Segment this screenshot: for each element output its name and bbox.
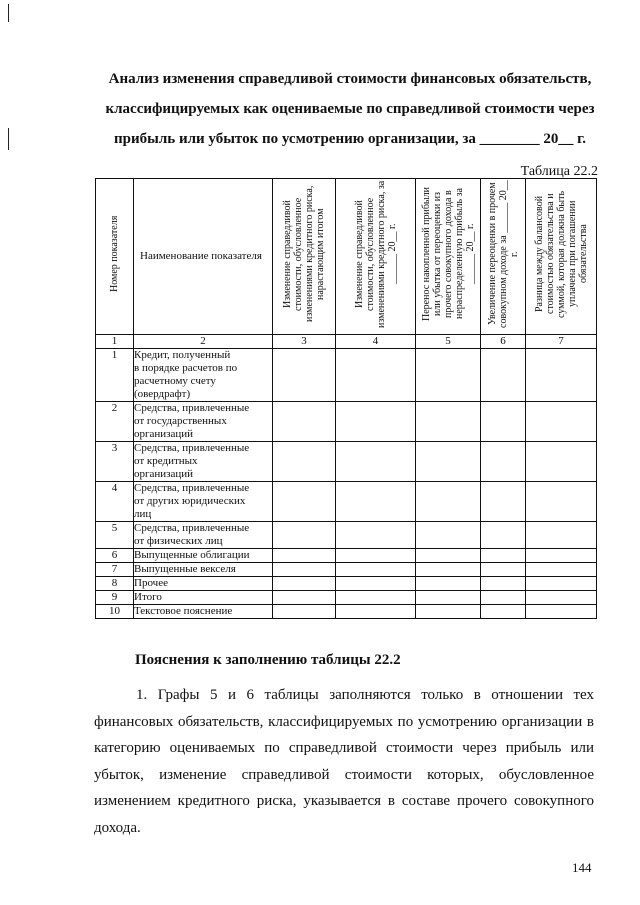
value-cell xyxy=(526,549,597,563)
value-cell xyxy=(336,591,416,605)
row-label: Средства, привлеченные от других юридических лиц xyxy=(134,482,273,522)
header-cell xyxy=(134,179,273,335)
column-number: 2 xyxy=(134,335,273,349)
value-cell xyxy=(416,605,481,619)
column-number: 5 xyxy=(416,335,481,349)
scan-margin-mark xyxy=(8,4,9,22)
header-cell xyxy=(273,179,336,335)
value-cell xyxy=(336,442,416,482)
value-cell xyxy=(526,442,597,482)
notes-paragraph: 1. Графы 5 и 6 таблицы заполняются только в отношении тех финансовых обязательств, классифицируемых по усмотрению организации в категорию оцениваемых по справедливой стоимости через прибыль или убыток, изменение справедливой стоимости которых, обусловленное изменением кредитного риска, указывается в составе прочего совокупного дохода. xyxy=(94,687,594,836)
header-text: Номер показателя xyxy=(109,215,120,293)
value-cell xyxy=(273,605,336,619)
value-cell xyxy=(273,577,336,591)
title-line: Анализ изменения справедливой стоимости финансовых обязательств, xyxy=(108,71,592,87)
row-label: Выпущенные облигации xyxy=(134,549,273,563)
table-caption: Таблица 22.2 xyxy=(520,164,598,179)
column-number: 1 xyxy=(96,335,134,349)
column-number: 7 xyxy=(526,335,597,349)
value-cell xyxy=(336,522,416,549)
row-label: Средства, привлеченные от физических лиц xyxy=(134,522,273,549)
row-number: 1 xyxy=(96,349,134,402)
value-cell xyxy=(481,522,526,549)
value-cell xyxy=(416,577,481,591)
value-cell xyxy=(273,563,336,577)
notes-heading: Пояснения к заполнению таблицы 22.2 xyxy=(135,652,401,668)
header-cell xyxy=(96,179,134,335)
table-row xyxy=(96,402,597,442)
value-cell xyxy=(481,402,526,442)
page-number: 144 xyxy=(572,860,592,875)
value-cell xyxy=(336,577,416,591)
header-cell xyxy=(526,179,597,335)
value-cell xyxy=(273,482,336,522)
value-cell xyxy=(526,577,597,591)
value-cell xyxy=(273,549,336,563)
value-cell xyxy=(273,591,336,605)
value-cell xyxy=(526,563,597,577)
document-title xyxy=(60,64,640,154)
column-number: 6 xyxy=(481,335,526,349)
value-cell xyxy=(336,482,416,522)
row-number: 4 xyxy=(96,482,134,522)
value-cell xyxy=(416,522,481,549)
header-text: Увеличение переоценки в прочем совокупном доходе за ______ 20__ г. xyxy=(486,180,520,328)
value-cell xyxy=(416,349,481,402)
value-cell xyxy=(481,482,526,522)
row-number: 7 xyxy=(96,563,134,577)
table-row xyxy=(96,549,597,563)
row-label: Средства, привлеченные от кредитных организаций xyxy=(134,442,273,482)
value-cell xyxy=(416,482,481,522)
header-text: Изменение справедливой стоимости, обусловленное изменениями кредитного риска, за ______ 20__ г. xyxy=(353,180,398,328)
row-number: 3 xyxy=(96,442,134,482)
row-number: 8 xyxy=(96,577,134,591)
value-cell xyxy=(273,349,336,402)
table-row xyxy=(96,577,597,591)
table-row xyxy=(96,482,597,522)
value-cell xyxy=(336,563,416,577)
value-cell xyxy=(526,591,597,605)
row-label: Текстовое пояснение xyxy=(134,605,273,619)
column-number-row xyxy=(96,335,597,349)
value-cell xyxy=(481,563,526,577)
row-number: 6 xyxy=(96,549,134,563)
value-cell xyxy=(336,349,416,402)
table-header-row xyxy=(96,179,597,335)
value-cell xyxy=(481,349,526,402)
row-label: Кредит, полученный в порядке расчетов по расчетному счету (овердрафт) xyxy=(134,349,273,402)
value-cell xyxy=(481,549,526,563)
value-cell xyxy=(336,549,416,563)
value-cell xyxy=(481,442,526,482)
scan-margin-mark xyxy=(8,128,9,150)
table-row xyxy=(96,522,597,549)
value-cell xyxy=(273,402,336,442)
column-number: 4 xyxy=(336,335,416,349)
table-row xyxy=(96,591,597,605)
header-cell xyxy=(336,179,416,335)
table-row xyxy=(96,605,597,619)
value-cell xyxy=(336,605,416,619)
value-cell xyxy=(481,605,526,619)
table-row xyxy=(96,563,597,577)
title-line: прибыль или убыток по усмотрению организации, за ________ 20__ г. xyxy=(114,131,586,147)
title-line: классифицируемых как оцениваемые по справедливой стоимости через xyxy=(105,101,595,117)
header-text: Разница между балансовой стоимостью обязательства и суммой, которая должна быть уплачена при погашении обязательства xyxy=(533,190,589,318)
value-cell xyxy=(273,522,336,549)
header-cell xyxy=(416,179,481,335)
value-cell xyxy=(416,549,481,563)
row-number: 9 xyxy=(96,591,134,605)
value-cell xyxy=(416,402,481,442)
table-row xyxy=(96,349,597,402)
value-cell xyxy=(273,442,336,482)
value-cell xyxy=(526,522,597,549)
fair-value-table xyxy=(95,178,597,619)
value-cell xyxy=(481,591,526,605)
row-number: 2 xyxy=(96,402,134,442)
header-text: Наименование показателя xyxy=(140,250,262,262)
value-cell xyxy=(416,591,481,605)
value-cell xyxy=(481,577,526,591)
table-row xyxy=(96,442,597,482)
row-label: Средства, привлеченные от государственных организаций xyxy=(134,402,273,442)
row-number: 10 xyxy=(96,605,134,619)
header-text: Изменение справедливой стоимости, обусловленное изменениями кредитного риска, нарастающим итогом xyxy=(282,185,326,323)
row-number: 5 xyxy=(96,522,134,549)
header-text: Перенос накопленной прибыли или убытка от переоценки из прочего совокупного дохода в нераспределенную прибыль за ______ 20__ г. xyxy=(420,187,476,321)
value-cell xyxy=(416,563,481,577)
row-label: Выпущенные векселя xyxy=(134,563,273,577)
header-cell xyxy=(481,179,526,335)
value-cell xyxy=(336,402,416,442)
column-number: 3 xyxy=(273,335,336,349)
value-cell xyxy=(526,482,597,522)
row-label: Итого xyxy=(134,591,273,605)
value-cell xyxy=(416,442,481,482)
value-cell xyxy=(526,605,597,619)
row-label: Прочее xyxy=(134,577,273,591)
value-cell xyxy=(526,402,597,442)
value-cell xyxy=(526,349,597,402)
